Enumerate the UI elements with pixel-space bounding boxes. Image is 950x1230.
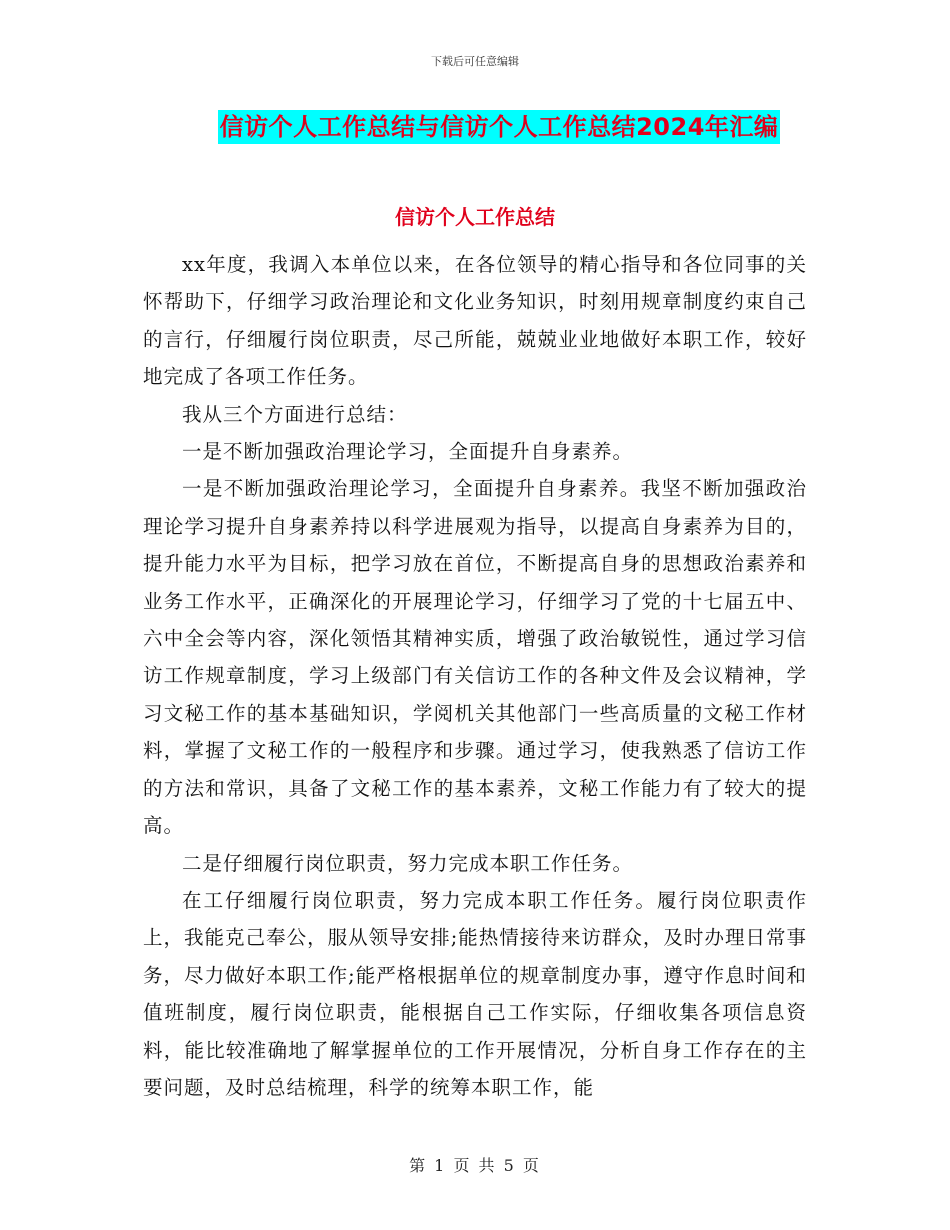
document-title: 信访个人工作总结与信访个人工作总结2024年汇编 — [218, 110, 781, 144]
paragraph: 二是仔细履行岗位职责，努力完成本职工作任务。 — [182, 851, 634, 875]
document-title-container — [0, 110, 950, 144]
paragraph: 一是不断加强政治理论学习，全面提升自身素养。我坚不断加强政治理论学习提升自身素养持以科学进展观为指导，以提高自身素养为目的，提升能力水平为目标，把学习放在首位，不断提高自身的思想政治素养和业务工作水平，正确深化的开展理论学习，仔细学习了党的十七届五中、六中全会等内容，深化领悟其精神实质，增强了政治敏锐性，通过学习信访工作规章制度，学习上级部门有关信访工作的各种文件及会议精神，学习文秘工作的基本基础知识，学阅机关其他部门一些高质量的文秘工作材料，掌握了文秘工作的一般程序和步骤。通过学习，使我熟悉了信访工作的方法和常识，具备了文秘工作的基本素养，文秘工作能力有了较大的提高。 — [143, 477, 807, 838]
page-footer: 第 1 页 共 5 页 — [409, 1156, 541, 1175]
section-title: 信访个人工作总结 — [395, 205, 555, 229]
document-body — [143, 246, 807, 1106]
paragraph: 在工仔细履行岗位职责，努力完成本职工作任务。履行岗位职责作上，我能克己奉公，服从领导安排;能热情接待来访群众，及时办理日常事务，尽力做好本职工作;能严格根据单位的规章制度办事，遵守作息时间和值班制度，履行岗位职责，能根据自己工作实际，仔细收集各项信息资料，能比较准确地了解掌握单位的工作开展情况，分析自身工作存在的主要问题，及时总结梳理，科学的统筹本职工作，能 — [143, 888, 807, 1099]
header-note: 下载后可任意编辑 — [431, 55, 519, 68]
paragraph: 一是不断加强政治理论学习，全面提升自身素养。 — [182, 440, 634, 464]
paragraph: xx年度，我调入本单位以来，在各位领导的精心指导和各位同事的关怀帮助下，仔细学习政治理论和文化业务知识，时刻用规章制度约束自己的言行，仔细履行岗位职责，尽己所能，兢兢业业地做好本职工作，较好地完成了各项工作任务。 — [143, 253, 807, 389]
paragraph: 我从三个方面进行总结： — [182, 402, 408, 426]
